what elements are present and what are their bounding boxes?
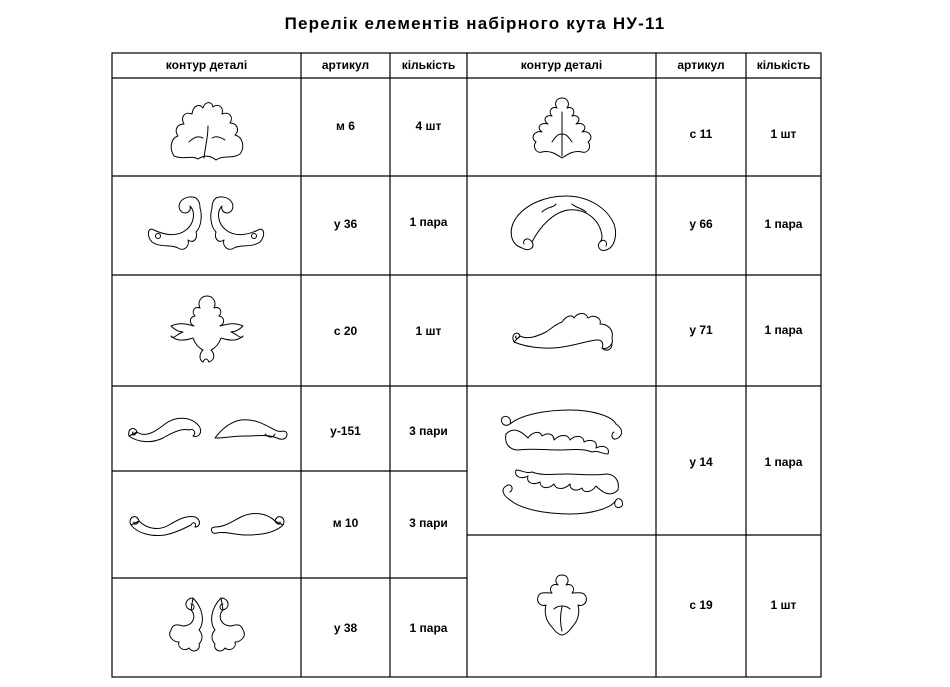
header-quantity-right: кількість: [756, 58, 811, 72]
left-row-3-article: с 20: [333, 324, 358, 338]
arch-scroll-drawing: [511, 196, 615, 250]
left-row-2-quantity: 1 пара: [409, 215, 448, 229]
right-row-4-quantity: 1 пара: [764, 455, 803, 469]
left-row-4-article: у-151: [330, 424, 361, 438]
left-row-5-quantity: 3 пари: [409, 516, 448, 530]
palmette-leaf-drawing: [533, 98, 591, 158]
leafy-scroll-drawing: [513, 314, 612, 351]
fleuron-drawing: [171, 296, 243, 362]
right-row-4-article: у 14: [689, 455, 713, 469]
wave-scroll-pair-drawing: [129, 418, 287, 441]
left-row-5-article: м 10: [332, 516, 359, 530]
right-row-5-quantity: 1 шт: [770, 598, 797, 612]
right-row-1-quantity: 1 шт: [770, 127, 797, 141]
left-row-2-article: у 36: [333, 217, 358, 231]
left-row-6-quantity: 1 пара: [409, 621, 448, 635]
curl-scroll-pair-drawing: [130, 514, 284, 536]
acanthus-leaf-drawing: [171, 103, 243, 160]
left-row-1-quantity: 4 шт: [415, 119, 442, 133]
left-row-6-article: у 38: [333, 621, 358, 635]
header-article-left: артикул: [321, 58, 370, 72]
header-quantity-left: кількість: [401, 58, 456, 72]
header-contour-right: контур деталі: [520, 58, 603, 72]
right-row-2-article: у 66: [689, 217, 713, 231]
right-row-5-article: с 19: [689, 598, 713, 612]
right-row-2-quantity: 1 пара: [764, 217, 803, 231]
left-row-1-article: м 6: [336, 119, 355, 133]
left-row-3-quantity: 1 шт: [415, 324, 442, 338]
page-title: Перелік елементів набірного кута НУ-11: [284, 14, 666, 33]
left-row-4-quantity: 3 пари: [409, 424, 448, 438]
right-row-1-article: с 11: [689, 127, 713, 141]
right-row-3-quantity: 1 пара: [764, 323, 803, 337]
right-row-3-article: у 71: [689, 323, 713, 337]
rosette-scroll-pair-drawing: [170, 598, 245, 651]
garland-pair-drawing: [501, 410, 622, 514]
header-article-right: артикул: [677, 58, 725, 72]
scroll-pair-drawing: [148, 197, 263, 249]
drop-fleuron-drawing: [538, 575, 587, 635]
header-contour-left: контур деталі: [165, 58, 248, 72]
